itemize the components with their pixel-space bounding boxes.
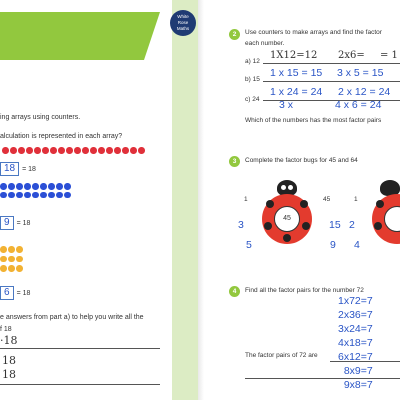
array2-answer-row xyxy=(0,216,30,230)
counter-dot xyxy=(8,183,15,190)
bug2-factor-bl: 4 xyxy=(354,239,360,251)
bug1-eye xyxy=(281,185,286,190)
factor-pair: 8x9=7 xyxy=(343,365,373,377)
bug1-spot xyxy=(266,200,274,208)
q2c-answer4: 4 x 6 = 24 xyxy=(335,99,382,111)
counter-dot xyxy=(106,147,113,154)
array3-answer-row xyxy=(0,286,30,300)
handwritten-answer-a: ·18 xyxy=(0,334,18,347)
logo-line: White xyxy=(177,14,189,19)
q2-question: Which of the numbers has the most factor pairs xyxy=(245,117,382,124)
factor-pair: 1x72=7 xyxy=(338,295,373,307)
bug2-spot xyxy=(376,200,384,208)
q2b-answer1: 1 x 15 = 15 xyxy=(270,67,323,79)
counter-dot xyxy=(138,147,145,154)
array3-answer-box[interactable]: 6 xyxy=(0,286,14,300)
q2a-hand3: = 1 xyxy=(380,50,398,61)
question-2-badge: 2 xyxy=(229,29,240,40)
q4-text: Find all the factor pairs for the number 72 xyxy=(245,287,364,294)
counter-dot xyxy=(0,246,7,253)
counter-dot xyxy=(34,147,41,154)
counter-dot xyxy=(58,147,65,154)
q2a-label: a) 12 xyxy=(245,58,260,65)
bug1-spot xyxy=(300,200,308,208)
handwritten-answer-b: 18 xyxy=(2,354,16,367)
counter-dot xyxy=(24,192,31,199)
q2-text-line1: Use counters to make arrays and find the factor xyxy=(245,29,382,36)
counter-dot xyxy=(90,147,97,154)
counter-dot xyxy=(130,147,137,154)
counter-dot xyxy=(40,192,47,199)
counter-dot xyxy=(114,147,121,154)
counter-dot xyxy=(122,147,129,154)
bug1-factor-tl: 1 xyxy=(244,196,248,203)
counter-dot xyxy=(16,265,23,272)
bug1-spot xyxy=(302,222,310,230)
counter-dot xyxy=(32,192,39,199)
answer-line xyxy=(263,81,400,82)
question-4-badge: 4 xyxy=(229,286,240,297)
page-spine xyxy=(172,0,198,400)
q2c-answer2: 2 x 12 = 24 xyxy=(338,86,391,98)
bug1-factor-bl: 5 xyxy=(246,239,252,251)
left-page xyxy=(0,0,198,400)
counter-dot xyxy=(50,147,57,154)
partb-text-line1: e answers from part a) to help you write all the xyxy=(0,314,144,321)
bug1-factor-ml: 3 xyxy=(238,219,244,231)
counter-dot xyxy=(8,246,15,253)
counter-dot xyxy=(18,147,25,154)
factor-pair: 3x24=7 xyxy=(338,323,373,335)
question-text: alculation is represented in each array? xyxy=(0,133,123,140)
answer-line xyxy=(263,100,400,101)
q2a-hand2: 2x6= xyxy=(338,50,365,61)
answer-line xyxy=(0,384,160,385)
array3-suffix: = 18 xyxy=(16,289,31,297)
counter-dot xyxy=(16,256,23,263)
counter-dot xyxy=(74,147,81,154)
counter-dot xyxy=(8,256,15,263)
handwritten-answer-c: 18 xyxy=(2,368,16,381)
white-rose-logo xyxy=(170,10,196,36)
blue-dot-array xyxy=(0,183,71,198)
bug1-spot xyxy=(264,222,272,230)
counter-dot xyxy=(2,147,9,154)
q2b-label: b) 15 xyxy=(245,76,260,83)
counter-dot xyxy=(16,183,23,190)
page-fold xyxy=(198,0,204,400)
intro-text: ing arrays using counters. xyxy=(0,114,81,121)
counter-dot xyxy=(24,183,31,190)
counter-dot xyxy=(8,192,15,199)
counter-dot xyxy=(66,147,73,154)
counter-dot xyxy=(10,147,17,154)
counter-dot xyxy=(16,246,23,253)
bug1-factor-br: 9 xyxy=(330,239,336,251)
factor-pair: 9x8=7 xyxy=(343,379,373,391)
array1-answer-row xyxy=(0,162,36,176)
q2c-answer3: 3 x xyxy=(279,99,294,111)
counter-dot xyxy=(16,192,23,199)
answer-line xyxy=(263,63,400,64)
green-header-banner xyxy=(0,12,160,60)
counter-dot xyxy=(40,183,47,190)
counter-dot xyxy=(0,265,7,272)
bug1-eye xyxy=(288,185,293,190)
partb-text-line2: f 18 xyxy=(0,326,12,333)
counter-dot xyxy=(56,183,63,190)
factor-pair: 4x18=7 xyxy=(338,337,373,349)
array2-suffix: = 18 xyxy=(16,219,31,227)
q2b-answer2: 3 x 5 = 15 xyxy=(337,67,384,79)
q2-text-line2: each number. xyxy=(245,40,285,47)
counter-dot xyxy=(42,147,49,154)
bug2-factor-ml: 2 xyxy=(349,219,355,231)
q2a-hand1: 1X12=12 xyxy=(270,50,318,61)
counter-dot xyxy=(0,183,7,190)
array1-answer-box[interactable]: 18 xyxy=(0,162,19,176)
counter-dot xyxy=(64,192,71,199)
q2c-answer1: 1 x 24 = 24 xyxy=(270,86,323,98)
yellow-dot-array xyxy=(0,246,23,272)
logo-line: Maths xyxy=(176,26,190,31)
bug1-spot xyxy=(283,234,291,242)
array1-suffix: = 18 xyxy=(22,165,36,173)
red-dot-array xyxy=(2,147,145,154)
counter-dot xyxy=(48,183,55,190)
counter-dot xyxy=(32,183,39,190)
counter-dot xyxy=(0,192,7,199)
counter-dot xyxy=(8,265,15,272)
counter-dot xyxy=(98,147,105,154)
bug1-factor-mr: 15 xyxy=(329,219,341,231)
counter-dot xyxy=(48,192,55,199)
answer-line xyxy=(330,361,400,362)
factor-pair: 2x36=7 xyxy=(338,309,373,321)
bug2-spot xyxy=(374,222,382,230)
logo-line: Rose xyxy=(177,20,189,25)
counter-dot xyxy=(0,256,7,263)
counter-dot xyxy=(82,147,89,154)
array2-answer-box[interactable]: 9 xyxy=(0,216,14,230)
counter-dot xyxy=(26,147,33,154)
q4-label: The factor pairs of 72 are xyxy=(245,352,318,359)
question-3-badge: 3 xyxy=(229,156,240,167)
counter-dot xyxy=(56,192,63,199)
counter-dot xyxy=(64,183,71,190)
factor-pair: 6x12=7 xyxy=(338,351,373,363)
answer-line xyxy=(245,378,400,379)
answer-line xyxy=(0,348,160,349)
bug1-factor-tr: 45 xyxy=(323,196,331,203)
q3-text: Complete the factor bugs for 45 and 64 xyxy=(245,157,358,164)
q2c-label: c) 24 xyxy=(245,96,260,103)
bug1-center: 45 xyxy=(274,206,300,232)
bug2-factor-tl: 1 xyxy=(354,196,358,203)
